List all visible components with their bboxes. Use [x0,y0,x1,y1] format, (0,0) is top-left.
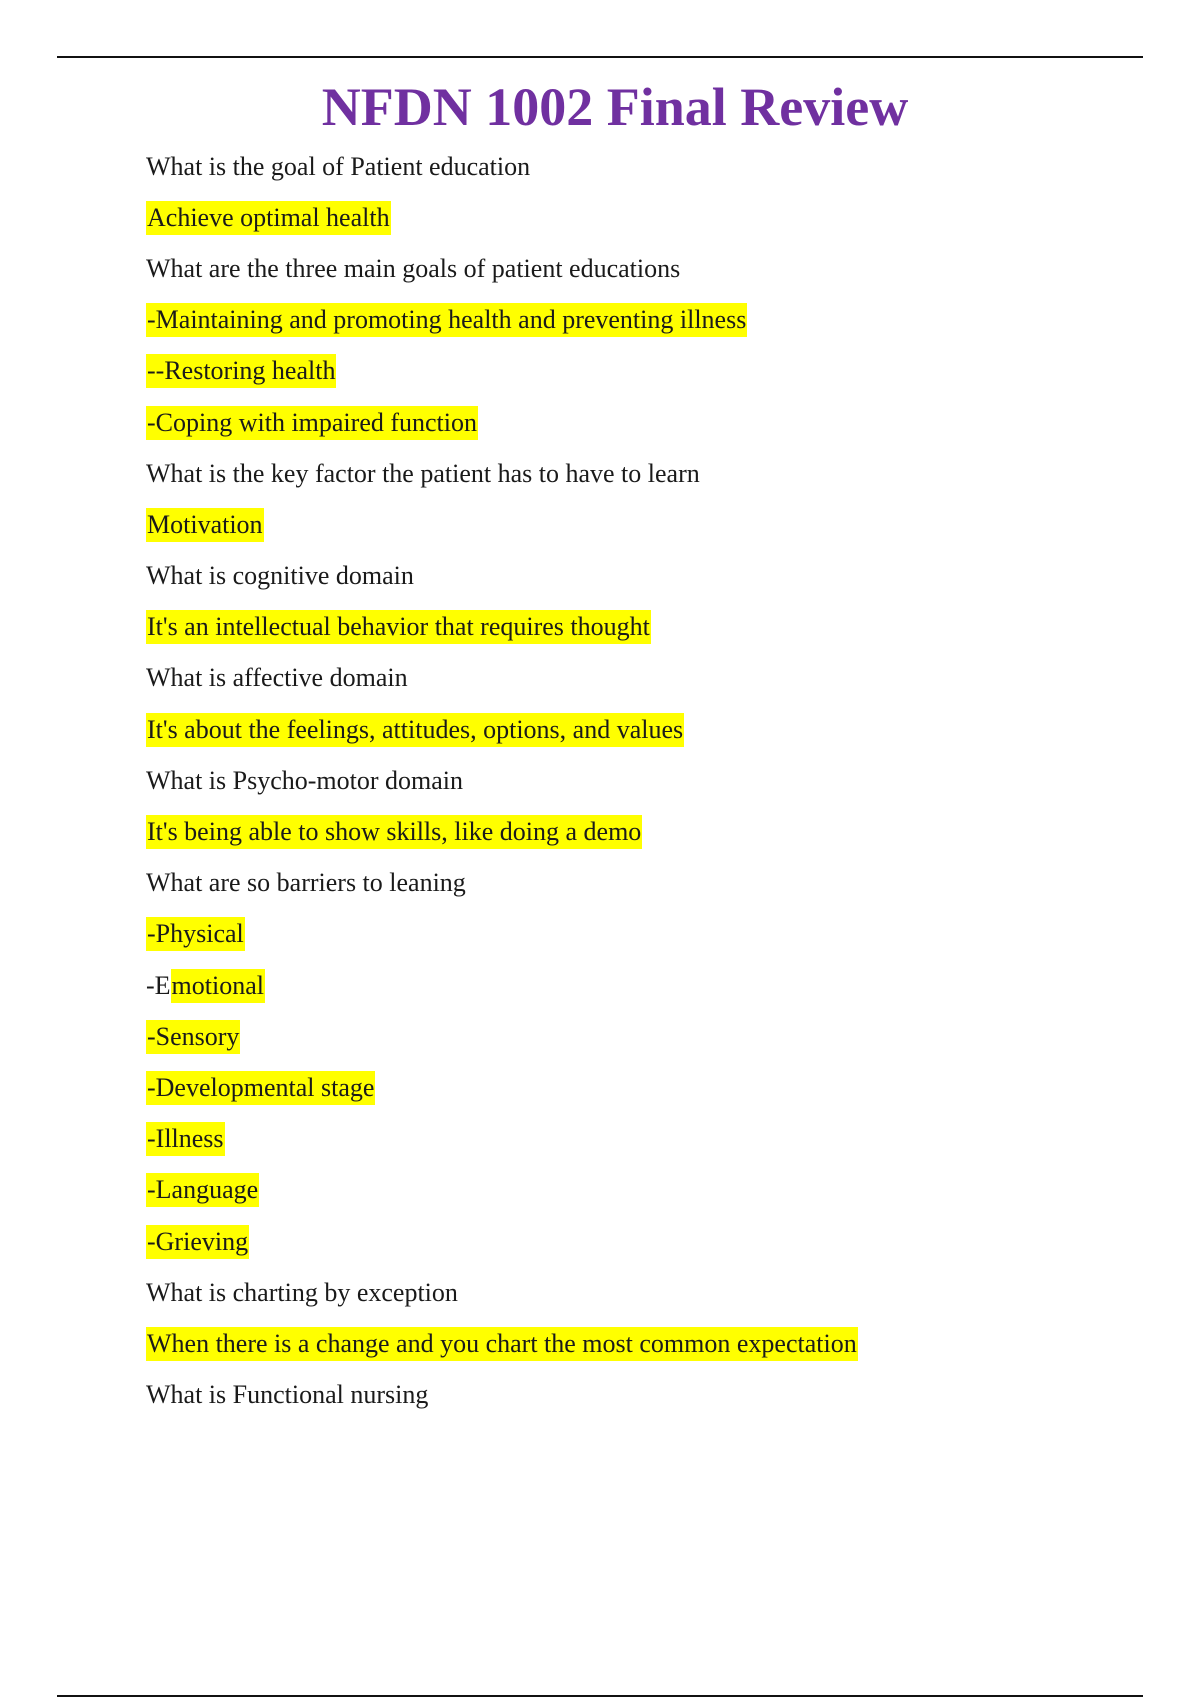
question-line [146,1370,1146,1421]
question-line [146,1267,1146,1318]
bottom-rule [57,1695,1143,1697]
answer-line [146,1216,1146,1267]
answer-line [146,499,1146,550]
top-rule [57,56,1143,58]
highlighted-text: -Illness [146,1122,225,1156]
answer-line [146,704,1146,755]
answer-line [146,602,1146,653]
line-text: What is Psycho-motor domain [146,765,464,795]
question-line [146,551,1146,602]
answer-line [146,1318,1146,1369]
highlighted-text: -Maintaining and promoting health and preventing illness [146,303,747,337]
highlighted-text: -Developmental stage [146,1071,375,1105]
highlighted-text: motional [171,969,265,1003]
highlighted-text: -Coping with impaired function [146,406,478,440]
line-text: What are so barriers to leaning [146,868,466,898]
line-text: What is the key factor the patient has to have to learn [146,458,700,488]
question-line [146,755,1146,806]
answer-line [146,909,1146,960]
answer-line [146,1114,1146,1165]
question-line [146,243,1146,294]
answer-line [146,1011,1146,1062]
highlighted-text: It's being able to show skills, like doing a demo [146,815,642,849]
line-text: What is charting by exception [146,1277,458,1307]
answer-line [146,397,1146,448]
question-line [146,653,1146,704]
answer-line [146,1062,1146,1113]
highlighted-text: --Restoring health [146,354,336,388]
plain-prefix: -E [146,970,171,1000]
highlighted-text: -Physical [146,917,245,951]
answer-line [146,295,1146,346]
answer-line [146,960,1146,1011]
highlighted-text: When there is a change and you chart the most common expectation [146,1327,858,1361]
highlighted-text: It's an intellectual behavior that requires thought [146,610,651,644]
question-line [146,141,1146,192]
highlighted-text: -Language [146,1173,259,1207]
highlighted-text: It's about the feelings, attitudes, options, and values [146,713,684,747]
highlighted-text: Achieve optimal health [146,201,391,235]
line-text: What is the goal of Patient education [146,151,531,181]
answer-line [146,806,1146,857]
answer-line [146,192,1146,243]
document-title: NFDN 1002 Final Review [321,77,909,137]
highlighted-text: -Grieving [146,1225,249,1259]
question-line [146,448,1146,499]
line-text: What is affective domain [146,663,408,693]
line-text: What is Functional nursing [146,1380,429,1410]
highlighted-text: Motivation [146,508,264,542]
answer-line [146,346,1146,397]
question-line [146,858,1146,909]
document-body [146,141,1146,1421]
line-text: What are the three main goals of patient educations [146,253,681,283]
line-text: What is cognitive domain [146,561,414,591]
answer-line [146,1165,1146,1216]
highlighted-text: -Sensory [146,1020,240,1054]
